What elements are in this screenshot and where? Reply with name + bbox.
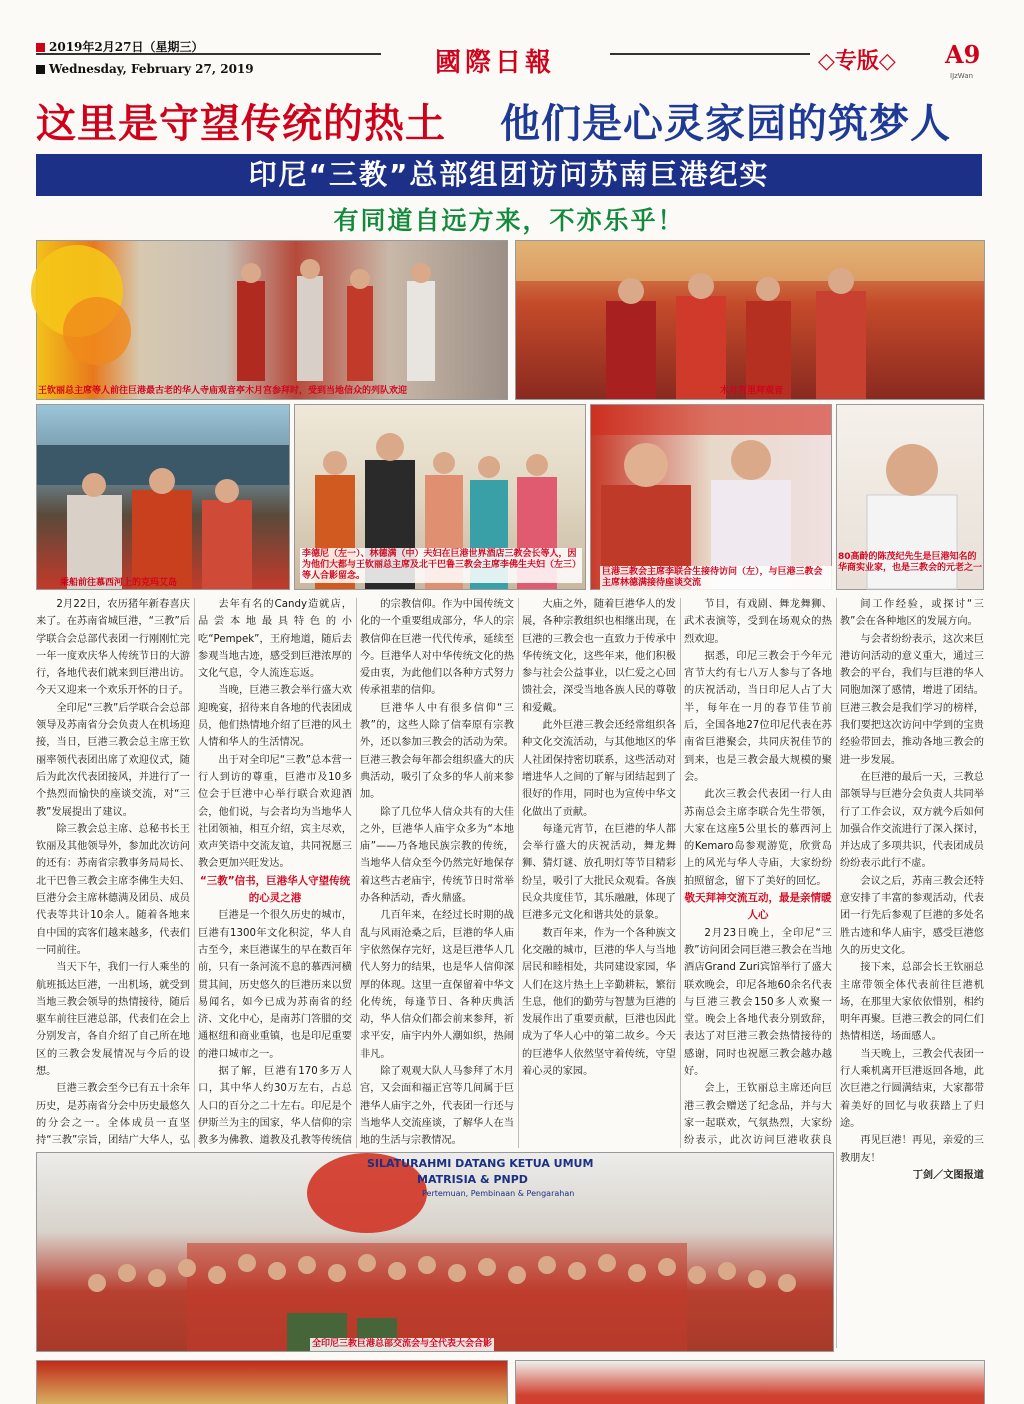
col2-para: 巨港是一个很久历史的城市，巨港有1300年文化积淀，华人自古至今，来巨港谋生的早在数百年前，只有一条河流不息的慕西河横贯其间，历史悠久的巨港历来以贸易闻名，如今已成为苏南省的经济、文化中心，是南苏门答腊的交通枢纽和商业重镇，也是印尼重要的港口城市之一。 (198, 910, 352, 1060)
col1-para: 2月22日，农历猪年新春喜庆来了。在苏南省城巨港，“三教”后学联合会总部代表团一行刚刚忙完一年一度欢庆华人传统节日的大游行，各地代表们就来到巨港出访。今天又迎来一个欢乐开怀的日子。 (36, 599, 190, 697)
photo-worship-art (516, 241, 984, 399)
small-logo: IJzWan (950, 72, 974, 80)
article-column-5 (684, 596, 832, 1150)
photo-meeting-art (591, 405, 831, 589)
caption-elder: 80高龄的陈茂纪先生是巨港知名的华商实业家，也是三教会的元老之一 (838, 552, 983, 573)
header-rule-right (610, 53, 810, 55)
photo-bottom-right (515, 1360, 985, 1404)
photo-group-assembly (36, 1152, 834, 1352)
caption-boat: 乘船前往慕西河上的克玛艾岛 (60, 578, 178, 588)
photo-worship (515, 240, 985, 400)
col3-para: 除了几位华人信众共有的大佳之外，巨港华人庙宇众多为“本地庙”——乃各地民族宗教的传统，当地华人信众至今仍然完好地保存着这些古老庙宇，传统节日时常举办各种活动，香火鼎盛。 (360, 806, 514, 905)
caption-group-hotel: 李德尼（左一）、林德满（中）夫妇在巨港世界酒店三教会长等人，因为他们大都与王钦丽总主席及北干巴鲁三教会主席李佛生夫妇（左三）等人合影留念。 (300, 548, 582, 583)
black-square-icon (36, 65, 45, 74)
column-divider (836, 598, 837, 1348)
col2-para: 据了解，巨港有170多万人口，其中华人约30万左右，占总人口的百分之二十左右。印尼是个伊斯兰为主的国家，华人信仰的宗教多为佛教、道教及孔教等传统信 (198, 1066, 352, 1147)
photo-boat-art (37, 405, 289, 589)
col5-para: 此次三教会代表团一行人由苏南总会主席李联合先生带领，大家在这座5公里长的慕西河上的Kemaro岛参观游览，欣赏岛上的风光与华人寺庙，大家纷纷拍照留念，留下了美好的回忆。 (684, 789, 832, 887)
photo-temple-welcome (36, 240, 508, 400)
photo-meeting (590, 404, 832, 590)
col5-para: 2月23日晚上，全印尼“三教”访问团会同巨港三教会在当地酒店Grand Zuri宾馆举行了盛大联欢晚会，印尼各地60余名代表与巨港三教会150多人欢聚一堂。晚会上各地代表分别致辞，表达了对巨港三教会热情接待的感谢，同时也祝愿三教会越办越好。 (684, 927, 832, 1078)
masthead: 國際日報 (435, 48, 556, 78)
col2-para: 出于对全印尼“三教”总本营一行人到访的尊重，巨港市及10多位会于巨港中心举行联合欢迎酒会，他们说，与会者均为当地华人社团领袖，相互介绍，宾主尽欢，欢声笑语中交流友谊，共同祝愿三教会更加兴旺发达。 (198, 754, 352, 870)
assembly-banner-line2: MATRISIA & PNPD (417, 1173, 528, 1186)
headline-left: 这里是守望传统的热土 (36, 101, 446, 147)
col2-para: 当晚，巨港三教会举行盛大欢迎晚宴，招待来自各地的代表团成员，他们热情地介绍了巨港的风土人情和华人的生活情况。 (198, 685, 352, 749)
col2-para: 去年有名的Candy造就店，品尝本地最具特色的小吃“Pempek”，王府地道，随后去参观当地古迹，感受到巨港浓厚的文化气息，令人流连忘返。 (198, 599, 352, 680)
photo-temple-welcome-art (37, 241, 507, 399)
col5-para: 节目，有戏剧、舞龙舞狮、武术表演等，受到在场观众的热烈欢迎。 (684, 599, 832, 645)
col4-para: 此外巨港三教会还经常组织各种文化交流活动，与其他地区的华人社团保持密切联系，这些活动对增进华人之间的了解与团结起到了很好的作用，同时也为宣传中华文化做出了贡献。 (522, 720, 676, 818)
col1-para: 巨港三教会至今已有五十余年历史，是苏南省分会中历史最悠久的分会之一。全体成员一直坚持“三教”宗旨，团结广大华人，弘 (36, 1083, 190, 1147)
page-number: A9 (945, 40, 981, 69)
banner: 印尼“三教”总部组团访问苏南巨港纪实 (36, 154, 982, 196)
col3-para: 的宗教信仰。作为中国传统文化的一个重要组成部分，华人的宗教信仰在巨港一代代传承，延续至今。巨港华人对中华传统文化的热爱由衷，为此他们以各种方式努力传承祖辈的信仰。 (360, 599, 514, 697)
photo-boat (36, 404, 290, 590)
date-en (36, 62, 254, 76)
column-divider (518, 598, 519, 1148)
col1-para: 全印尼“三教”后学联合会总部领导及苏南省分会负责人在机场迎接，当日，巨港三教会总主席王钦丽率领代表团出席了欢迎仪式，随后为此次代表团接风，并进行了一个热烈而愉快的座谈交流，对“三教”发展提出了建议。 (36, 702, 190, 818)
assembly-banner-line3: Pertemuan, Pembinaan & Pengarahan (422, 1189, 575, 1198)
caption-temple-welcome: 王钦丽总主席等人前往巨港最古老的华人寺庙观音亭木月宫参拜时，受到当地信众的列队欢迎 (38, 386, 408, 396)
caption-group-assembly: 全印尼三教巨港总部交流会与全代表大会合影 (312, 1339, 493, 1349)
photo-bottom-left (36, 1360, 508, 1404)
col5-subhead: 敬天拜神交流互动，最是亲情暖人心 (684, 892, 832, 922)
article-column-2 (198, 596, 352, 1150)
col4-para: 大庙之外，随着巨港华人的发展，各种宗教组织也相继出现，在巨港的三教会也一直致力于传承中华传统文化，这些年来，他们积极参与社会公益事业，以仁爱之心回馈社会，深受当地各族人民的尊敬和爱戴。 (522, 599, 676, 714)
section-label: ◇专版◇ (818, 49, 896, 74)
date-cn-text: 2019年2月27日（星期三） (49, 40, 204, 54)
column-divider (194, 598, 195, 1148)
assembly-banner-line1: SILATURAHMI DATANG KETUA UMUM (367, 1157, 594, 1170)
article-column-6 (840, 596, 984, 1336)
col6-para: 再见巨港！再见，亲爱的三教朋友！ (840, 1135, 984, 1164)
article-column-3 (360, 596, 514, 1150)
red-square-icon (36, 43, 45, 52)
col3-para: 巨港华人中有很多信仰“三教”的，这些人除了信奉原有宗教外，还以参加三教会的活动为荣。巨港三教会每年都会组织盛大的庆典活动，吸引了众多的华人前来参加。 (360, 702, 514, 801)
col4-para: 每逢元宵节，在巨港的华人都会举行盛大的庆祝活动，舞龙舞狮、猜灯谜、放孔明灯等节目精彩纷呈，吸引了大批民众观看。各族民众共度佳节，其乐融融，体现了巨港多元文化和谐共处的景象。 (522, 823, 676, 922)
col1-para: 除三教会总主席、总秘书长王钦丽及其他领导外，参加此次访问的还有：苏南省宗教事务局局长、北干巴鲁三教会主席李佛生夫妇、巨港分会主席林德满及团员、成员代表等共计10余人。随着各地来自中国的宾客们越来越多，代表们一同前往。 (36, 823, 190, 956)
col3-para: 除了观观大队人马参拜了木月宫，又会面和福正宫等几间属于巨港华人庙宇之外，代表团一行还与当地华人交流座谈，了解华人在当地的生活与宗教情况。 (360, 1066, 514, 1147)
col5-para: 会上，王钦丽总主席还向巨港三教会赠送了纪念品，并与大家一起联欢，气氛热烈，大家纷纷表示，此次访问巨港收获良 (684, 1083, 832, 1147)
col6-para: 会议之后，苏南三教会还特意安排了丰富的参观活动，代表团一行先后参观了巨港的多处名胜古迹和华人庙宇，感受巨港悠久的历史文化。 (840, 875, 984, 956)
col6-para: 当天晚上，三教会代表团一行人乘机离开巨港返回各地，此次巨港之行圆满结束，大家都带着美好的回忆与收获踏上了归途。 (840, 1048, 984, 1129)
col2-subhead: “三教”信书，巨港华人守望传统的心灵之港 (199, 874, 351, 905)
column-divider (356, 598, 357, 1148)
col6-para: 在巨港的最后一天，三教总部领导与巨港分会负责人共同举行了工作会议，双方就今后如何加强合作交流进行了深入探讨，并达成了多项共识，代表团成员纷纷表示此行不虚。 (840, 771, 984, 870)
caption-worship: 木月宫里拜观音 (720, 386, 784, 396)
col1-para: 当天下午，我们一行人乘坐的航班抵达巨港，一出机场，就受到当地三教会领导的热情接待，随后驱车前往巨港总部，代表们在会上分别发言，各自介绍了自己所在地区的三教会发展情况与今后的设想。 (36, 962, 190, 1078)
byline: 丁剑／文图报道 (912, 1169, 984, 1181)
subtitle: 有同道自远方来，不亦乐乎！ (333, 206, 685, 235)
date-cn (36, 38, 203, 55)
article-column-4 (522, 596, 676, 1150)
col4-para: 数百年来，作为一个各种族文化交融的城市，巨港的华人与当地居民和睦相处，共同建设家园，华人们在这片热土上辛勤耕耘，繁衍生息，他们的勤劳与智慧为巨港的发展作出了重要贡献，巨港也因此成为了华人心中的第二故乡。今天的巨港华人依然坚守着传统，守望着心灵的家园。 (522, 927, 676, 1078)
col6-para: 接下来，总部会长王钦丽总主席带领全体代表前往巨港机场，在那里大家依依惜别，相约明年再聚。巨港三教会的同仁们热情相送，场面感人。 (840, 962, 984, 1043)
col3-para: 几百年来，在经过长时期的战乱与风雨沧桑之后，巨港的华人庙宇依然保存完好，这是巨港华人几代人努力的结果，也是华人信仰深厚的体现。这里一直保留着中华文化传统，每逢节日、各种庆典活动，华人信众们都会前来参拜，祈求平安，庙宇内外人潮如织，热闹非凡。 (360, 910, 514, 1060)
col6-para: 间工作经验，或探讨“三教”会在各种地区的发展方向。 (840, 599, 984, 628)
col6-para: 与会者纷纷表示，这次来巨港访问活动的意义重大，通过三教会的平台，我们与巨港的华人同胞加深了感情，增进了团结。巨港三教会是我们学习的榜样，我们要把这次访问中学到的宝贵经验带回去，推动各地三教会的进一步发展。 (840, 633, 984, 766)
article-column-1 (36, 596, 190, 1150)
caption-meeting: 巨港三教会主席李联合生接待访问（左），与巨港三教会主席林德满接待座谈交流 (600, 566, 832, 590)
column-divider (680, 598, 681, 1148)
headline-right: 他们是心灵家园的筑梦人 (500, 101, 951, 147)
col5-para: 据悉，印尼三教会于今年元宵节大约有七八万人参与了各地的庆祝活动，当日印尼人占了大半，每年在一月的春节佳节前后，全国各地27位印尼代表在苏南省巨港聚会，共同庆祝佳节的到来，也是三教会最大规模的聚会。 (684, 650, 832, 783)
date-en-text: Wednesday, February 27, 2019 (49, 62, 254, 76)
